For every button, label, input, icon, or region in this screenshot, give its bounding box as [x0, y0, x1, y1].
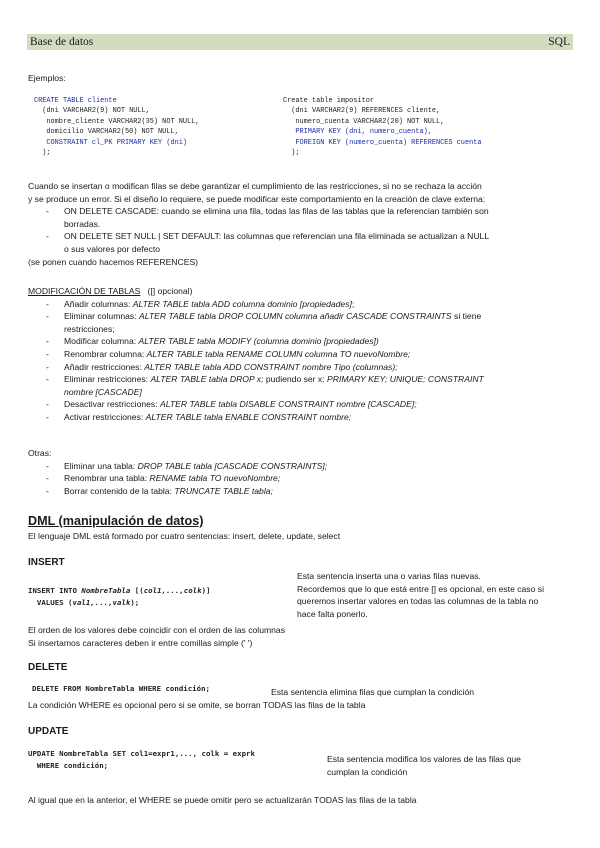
list-item: - Renombrar una tabla: RENAME tabla TO nuevoNombre; — [28, 472, 576, 485]
insert-title: INSERT — [28, 557, 65, 568]
list-item: - ON DELETE SET NULL | SET DEFAULT: las columnas que referencian una fila eliminada se actualizan a NULL o sus valores por defecto — [28, 230, 576, 255]
dml-title: DML (manipulación de datos) — [28, 514, 204, 528]
code-line: CONSTRAINT cl_PK PRIMARY KEY (dni) — [34, 138, 187, 147]
list-item: - Borrar contenido de la tabla: TRUNCATE TABLE tabla; — [28, 485, 576, 498]
list-item: - Eliminar restricciones: ALTER TABLE tabla DROP x; pudiendo ser x: PRIMARY KEY; UNIQUE; CONSTRAINT nombre [CASCADE] — [28, 373, 576, 398]
dml-intro: El lenguaje DML está formado por cuatro sentencias: insert, delete, update, select — [28, 531, 341, 541]
code-line: nombre_cliente VARCHAR2(35) NOT NULL, — [34, 117, 200, 126]
code-line: ); — [34, 149, 51, 158]
code-line: FOREIGN KEY (numero_cuenta) REFERENCES cuenta — [283, 138, 482, 147]
list-item: - Desactivar restricciones: ALTER TABLE tabla DISABLE CONSTRAINT nombre [CASCADE]; — [28, 398, 576, 411]
insert-code: INSERT INTO NombreTabla [(col1,...,colk)] VALUES (val1,...,valk); — [28, 586, 211, 607]
list-item: - Renombrar columna: ALTER TABLE tabla RENAME COLUMN columna TO nuevoNombre; — [28, 348, 576, 361]
delete-code: DELETE FROM NombreTabla WHERE condición; — [32, 684, 210, 693]
code-line: PRIMARY KEY (dni, numero_cuenta), — [283, 128, 432, 137]
update-description: Esta sentencia modifica los valores de las filas que cumplan la condición — [327, 754, 521, 777]
delete-title: DELETE — [28, 662, 68, 673]
list-item: - Añadir restricciones: ALTER TABLE tabla ADD CONSTRAINT nombre Tipo (columnas); — [28, 361, 576, 374]
code-line: (dni VARCHAR2(9) REFERENCES cliente, — [283, 107, 441, 116]
header-topic: SQL — [548, 36, 570, 48]
list-item: - Modificar columna: ALTER TABLE tabla MODIFY (columna dominio [propiedades]) — [28, 335, 576, 348]
update-note: Al igual que en la anterior, el WHERE se puede omitir pero se actualizarán TODAS las filas de la tabla — [28, 795, 417, 805]
list-item: - ON DELETE CASCADE: cuando se elimina una fila, todas las filas de las tablas que la referencian también son borradas. — [28, 205, 576, 230]
restricciones-line-2: y se produce un error. Si el diseño lo requiere, se puede modificar este comportamiento en la creación de clave externa: — [28, 193, 486, 204]
restricciones-section — [28, 180, 576, 268]
otras-label: Otras: — [28, 448, 52, 458]
code-line: numero_cuenta VARCHAR2(20) NOT NULL, — [283, 117, 445, 126]
list-item: - Eliminar columnas: ALTER TABLE tabla DROP COLUMN columna añadir CASCADE CONSTRAINTS si tiene restricciones; — [28, 310, 576, 335]
restricciones-note: (se ponen cuando hacemos REFERENCES) — [28, 256, 199, 267]
list-item: - Activar restricciones: ALTER TABLE tabla ENABLE CONSTRAINT nombre; — [28, 411, 576, 424]
list-item: - Eliminar una tabla: DROP TABLE tabla [CASCADE CONSTRAINTS]; — [28, 460, 576, 473]
update-code: UPDATE NombreTabla SET col1=expr1,..., colk = exprk WHERE condición; — [28, 749, 255, 770]
restricciones-line-1: Cuando se insertan o modifican filas se debe garantizar el cumplimiento de las restricciones, si no se rechaza la acción — [28, 181, 482, 191]
code-line: domicilio VARCHAR2(50) NOT NULL, — [34, 128, 179, 137]
list-item: - Añadir columnas: ALTER TABLE tabla ADD columna dominio [propiedades]; — [28, 298, 576, 311]
insert-description: Esta sentencia inserta una o varias filas nuevas. Recordemos que lo que está entre [] es opcional, en este caso si queremos insertar valores en todas las columnas de la tabla no hace falta ponerlo. — [297, 571, 544, 619]
code-create-cliente — [34, 96, 199, 158]
delete-note: La condición WHERE es opcional pero si se omite, se borran TODAS las filas de la tabla — [28, 700, 366, 710]
otras-list — [28, 460, 576, 498]
code-create-impositor — [283, 96, 481, 158]
ejemplos-label: Ejemplos: — [28, 73, 66, 83]
page-header-bar — [27, 34, 573, 50]
modificacion-list — [28, 298, 576, 424]
modificacion-section — [28, 285, 576, 424]
code-line: (dni VARCHAR2(9) NOT NULL, — [34, 107, 150, 116]
update-title: UPDATE — [28, 726, 69, 737]
otras-section — [28, 447, 576, 497]
header-title: Base de datos — [30, 36, 94, 48]
code-line: CREATE TABLE cliente — [34, 97, 117, 105]
modificacion-title: MODIFICACIÓN DE TABLAS ([] opcional) — [28, 286, 193, 296]
code-line: Create table impositor — [283, 97, 374, 105]
insert-notes: El orden de los valores debe coincidir con el orden de las columnas Si insertamos caracteres deben ir entre comillas simple (' ') — [28, 625, 286, 648]
delete-description: Esta sentencia elimina filas que cumplan la condición — [271, 687, 475, 697]
code-line: ); — [283, 149, 300, 158]
